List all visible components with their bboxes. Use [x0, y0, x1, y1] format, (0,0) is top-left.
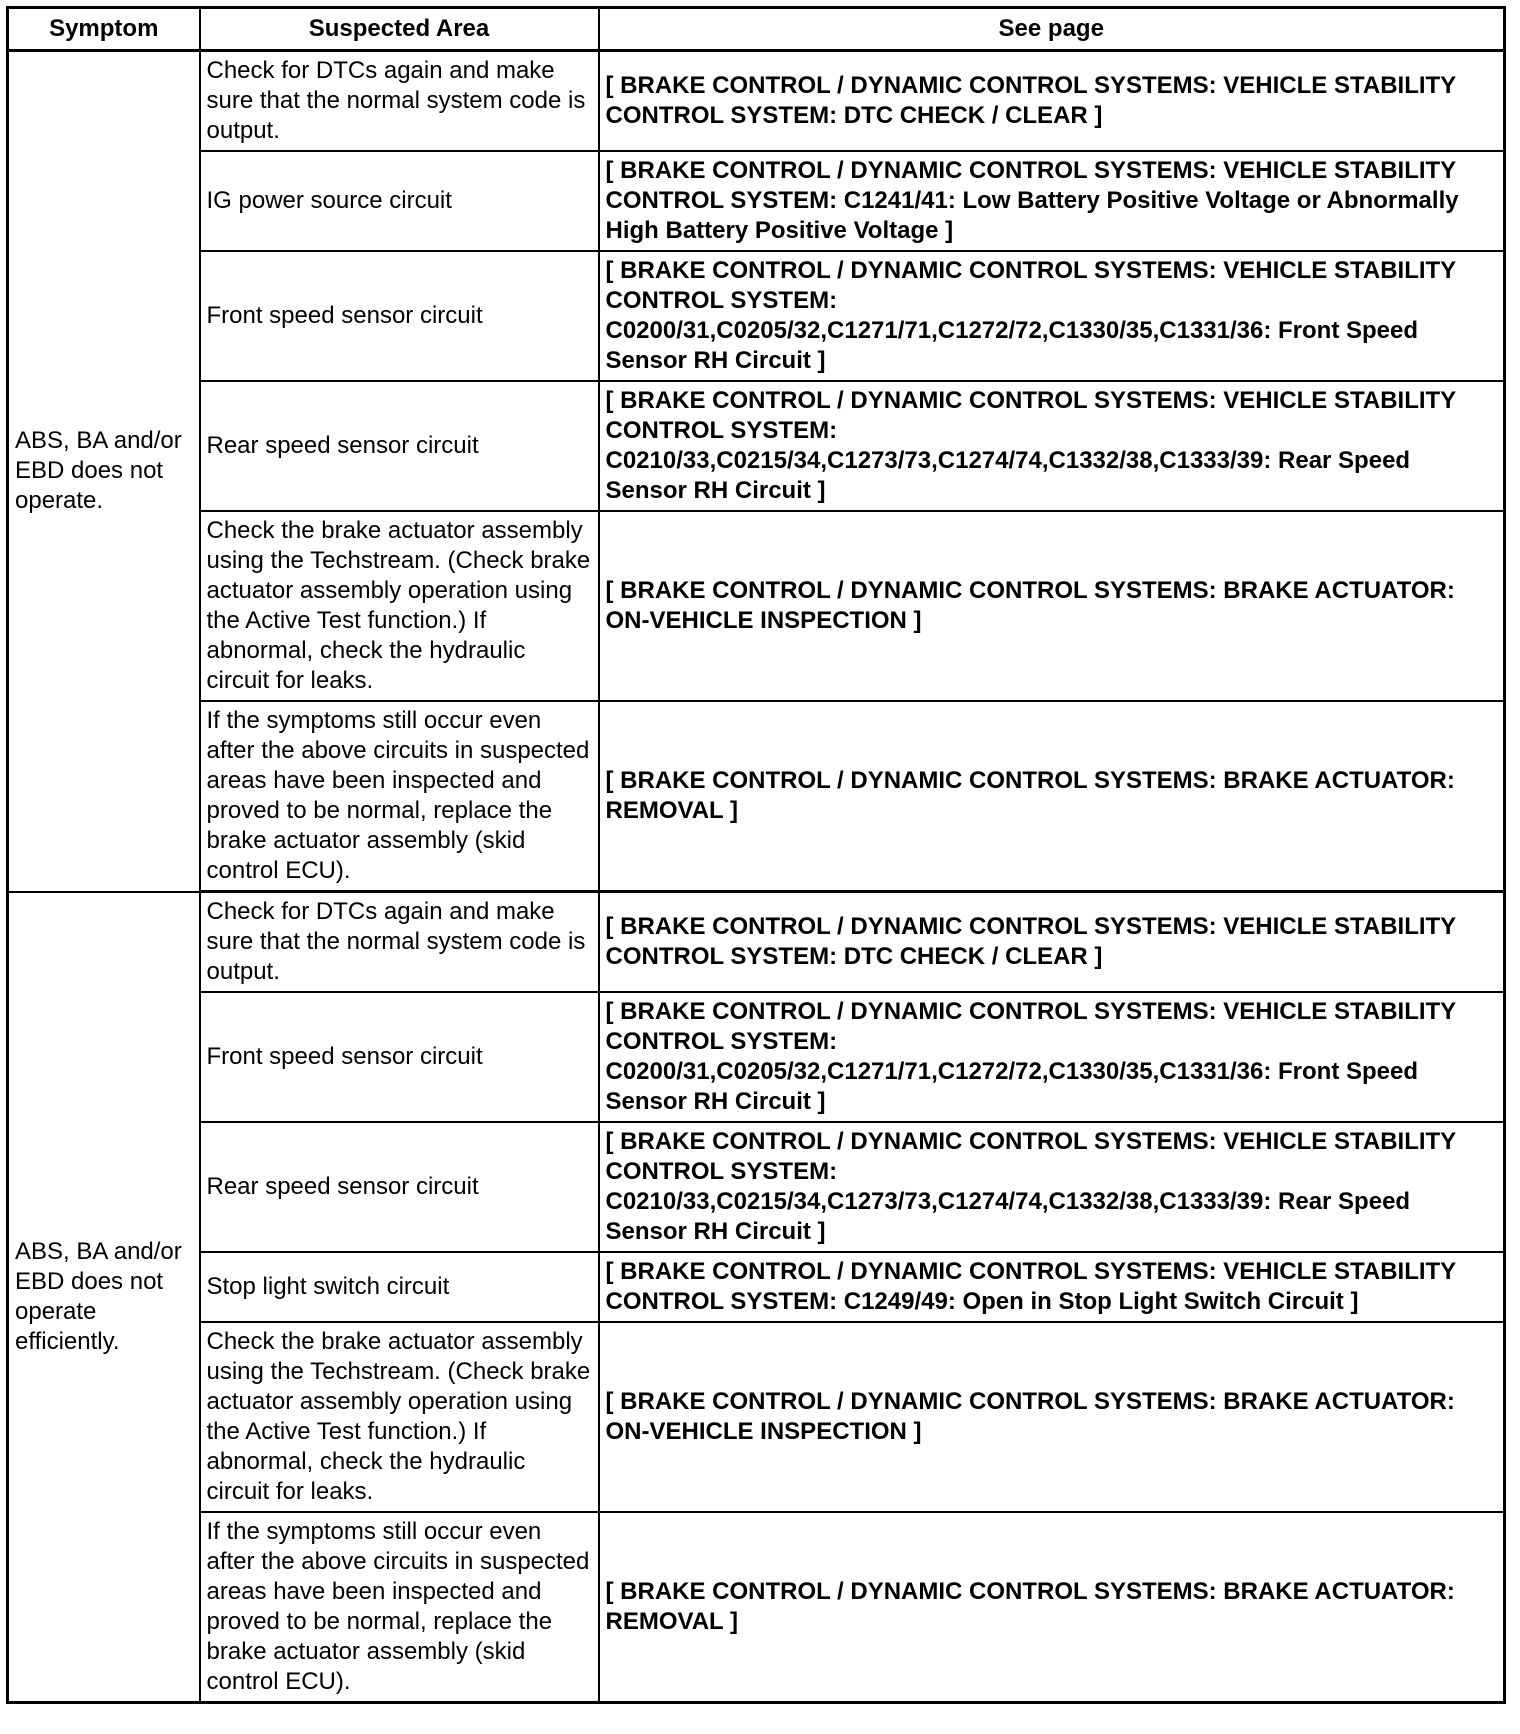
suspected-area-cell: Rear speed sensor circuit — [200, 381, 599, 511]
see-page-cell: [ BRAKE CONTROL / DYNAMIC CONTROL SYSTEMS: VEHICLE STABILITY CONTROL SYSTEM: C1249/49: Open in Stop Light Switch Circuit ] — [599, 1252, 1505, 1322]
table-row — [8, 892, 1505, 993]
see-page-cell: [ BRAKE CONTROL / DYNAMIC CONTROL SYSTEMS: VEHICLE STABILITY CONTROL SYSTEM: C0210/33,C0215/34,C1273/73,C1274/74,C1332/38,C1333/39: Rear Speed Sensor RH Circuit ] — [599, 1122, 1505, 1252]
suspected-area-cell: Stop light switch circuit — [200, 1252, 599, 1322]
suspected-area-cell: Front speed sensor circuit — [200, 251, 599, 381]
table-row — [8, 1122, 1505, 1252]
table-row — [8, 1512, 1505, 1703]
table-row — [8, 1322, 1505, 1512]
see-page-cell: [ BRAKE CONTROL / DYNAMIC CONTROL SYSTEMS: VEHICLE STABILITY CONTROL SYSTEM: C0200/31,C0205/32,C1271/71,C1272/72,C1330/35,C1331/36: Front Speed Sensor RH Circuit ] — [599, 251, 1505, 381]
table-row — [8, 701, 1505, 892]
suspected-area-cell: If the symptoms still occur even after the above circuits in suspected areas have been inspected and proved to be normal, replace the brake actuator assembly (skid control ECU). — [200, 1512, 599, 1703]
see-page-cell: [ BRAKE CONTROL / DYNAMIC CONTROL SYSTEMS: VEHICLE STABILITY CONTROL SYSTEM: C0210/33,C0215/34,C1273/73,C1274/74,C1332/38,C1333/39: Rear Speed Sensor RH Circuit ] — [599, 381, 1505, 511]
suspected-area-cell: Rear speed sensor circuit — [200, 1122, 599, 1252]
symptom-cell: ABS, BA and/or EBD does not operate efficiently. — [8, 892, 200, 1703]
header-symptom: Symptom — [8, 8, 200, 51]
symptom-cell: ABS, BA and/or EBD does not operate. — [8, 51, 200, 892]
header-row — [8, 8, 1505, 51]
suspected-area-cell: If the symptoms still occur even after the above circuits in suspected areas have been inspected and proved to be normal, replace the brake actuator assembly (skid control ECU). — [200, 701, 599, 892]
see-page-cell: [ BRAKE CONTROL / DYNAMIC CONTROL SYSTEMS: BRAKE ACTUATOR: ON-VEHICLE INSPECTION ] — [599, 511, 1505, 701]
see-page-cell: [ BRAKE CONTROL / DYNAMIC CONTROL SYSTEMS: VEHICLE STABILITY CONTROL SYSTEM: DTC CHECK / CLEAR ] — [599, 51, 1505, 152]
table-row — [8, 511, 1505, 701]
table-row — [8, 1252, 1505, 1322]
table-row — [8, 381, 1505, 511]
see-page-cell: [ BRAKE CONTROL / DYNAMIC CONTROL SYSTEMS: BRAKE ACTUATOR: REMOVAL ] — [599, 1512, 1505, 1703]
suspected-area-cell: Front speed sensor circuit — [200, 992, 599, 1122]
header-suspected-area: Suspected Area — [200, 8, 599, 51]
table-row — [8, 251, 1505, 381]
see-page-cell: [ BRAKE CONTROL / DYNAMIC CONTROL SYSTEMS: BRAKE ACTUATOR: REMOVAL ] — [599, 701, 1505, 892]
see-page-cell: [ BRAKE CONTROL / DYNAMIC CONTROL SYSTEMS: VEHICLE STABILITY CONTROL SYSTEM: DTC CHECK / CLEAR ] — [599, 892, 1505, 993]
suspected-area-cell: Check for DTCs again and make sure that the normal system code is output. — [200, 51, 599, 152]
header-see-page: See page — [599, 8, 1505, 51]
see-page-cell: [ BRAKE CONTROL / DYNAMIC CONTROL SYSTEMS: VEHICLE STABILITY CONTROL SYSTEM: C0200/31,C0205/32,C1271/71,C1272/72,C1330/35,C1331/36: Front Speed Sensor RH Circuit ] — [599, 992, 1505, 1122]
table-header — [8, 8, 1505, 51]
table-row — [8, 992, 1505, 1122]
suspected-area-cell: Check the brake actuator assembly using the Techstream. (Check brake actuator assembly operation using the Active Test function.) If abnormal, check the hydraulic circuit for leaks. — [200, 1322, 599, 1512]
table-row — [8, 51, 1505, 152]
see-page-cell: [ BRAKE CONTROL / DYNAMIC CONTROL SYSTEMS: VEHICLE STABILITY CONTROL SYSTEM: C1241/41: Low Battery Positive Voltage or Abnormally High Battery Positive Voltage ] — [599, 151, 1505, 251]
suspected-area-cell: Check the brake actuator assembly using the Techstream. (Check brake actuator assembly operation using the Active Test function.) If abnormal, check the hydraulic circuit for leaks. — [200, 511, 599, 701]
see-page-cell: [ BRAKE CONTROL / DYNAMIC CONTROL SYSTEMS: BRAKE ACTUATOR: ON-VEHICLE INSPECTION ] — [599, 1322, 1505, 1512]
symptom-table — [6, 6, 1506, 1704]
suspected-area-cell: IG power source circuit — [200, 151, 599, 251]
table-row — [8, 151, 1505, 251]
table-body — [8, 51, 1505, 1703]
suspected-area-cell: Check for DTCs again and make sure that the normal system code is output. — [200, 892, 599, 993]
